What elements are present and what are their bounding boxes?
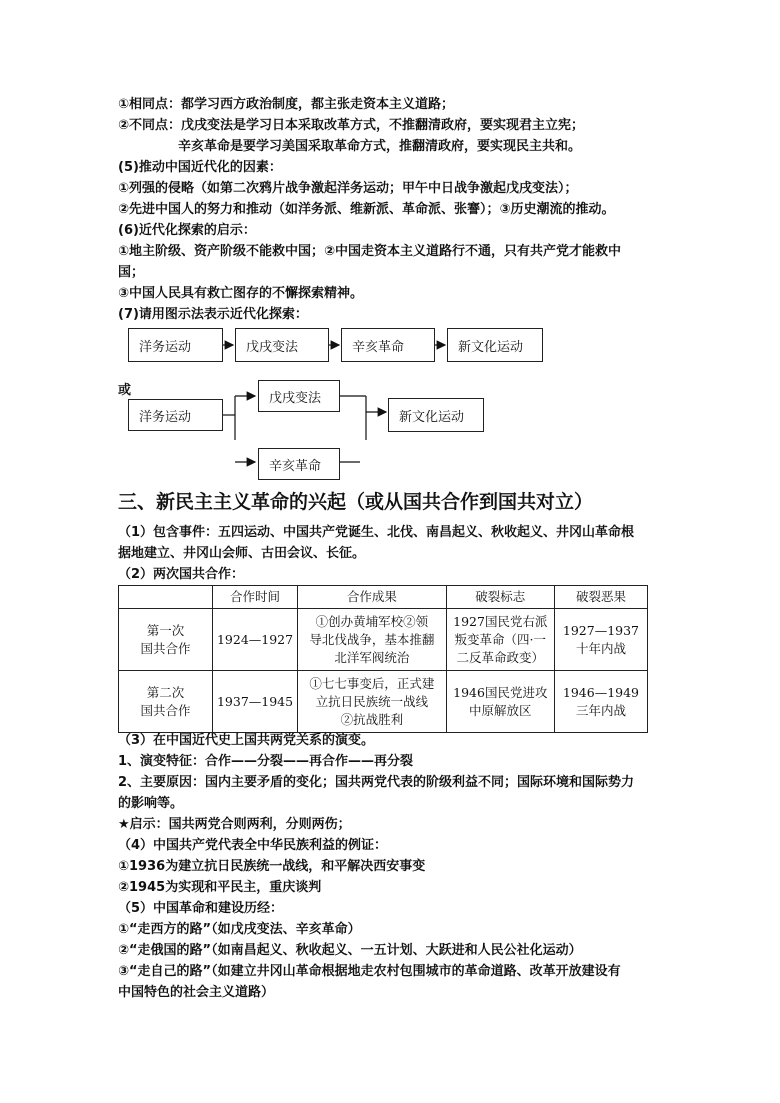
events-line-2: 据地建立、井冈山会师、古田会议、长征。 [118, 546, 366, 561]
row1-name [119, 609, 213, 671]
row1-sign-l3: 二反革命政变） [456, 649, 545, 665]
row1-name-l1: 第一次 [146, 622, 185, 638]
row1-cons-l1: 1927—1937 [562, 622, 640, 638]
table-header-row [119, 586, 648, 609]
row2-sign-l1: 1946国民党进攻 [453, 684, 548, 700]
row1-result-l2: 导北伐战争，基本推翻 [309, 631, 435, 647]
row1-sign-l2: 叛变革命（四·一 [454, 631, 547, 647]
cooperation-table [118, 585, 648, 733]
header-consequence: 破裂恶果 [554, 586, 647, 609]
flow1-box-yangwu: 洋务运动 [128, 328, 223, 362]
diagram-heading: (7)请用图示法表示近代化探索： [118, 307, 308, 322]
flow2-box-wuxu: 戊戌变法 [258, 380, 340, 412]
path-west: ①“走西方的路”（如戊戌变法、辛亥革命） [118, 922, 361, 937]
path-own-1: ③“走自己的路”（如建立井冈山革命根据地走农村包围城市的革命道路、改革开放建设有 [118, 964, 621, 979]
row2-result-l1: ①七七事变后，正式建 [309, 675, 435, 691]
lesson-2: ③中国人民具有救亡图存的不懈探索精神。 [118, 286, 364, 301]
flow2-box-yangwu: 洋务运动 [128, 399, 223, 431]
row2-name [119, 671, 213, 733]
table-row [119, 609, 648, 671]
row2-consequence [554, 671, 647, 733]
row2-name-l1: 第二次 [146, 684, 185, 700]
row1-result [298, 609, 447, 671]
events-line-1: （1）包含事件：五四运动、中国共产党诞生、北伐、南昌起义、秋收起义、井冈山革命根 [118, 525, 635, 540]
path-russia: ②“走俄国的路”（如南昌起义、秋收起义、一五计划、大跃进和人民公社化运动） [118, 943, 582, 958]
cooperation-heading: （2）两次国共合作： [118, 567, 245, 582]
header-break-sign: 破裂标志 [446, 586, 554, 609]
flow1-box-wuxu: 戊戌变法 [235, 328, 329, 362]
cpc-heading: （4）中国共产党代表全中华民族利益的例证： [118, 838, 388, 853]
cpc-example-2: ②1945为实现和平民主，重庆谈判 [118, 880, 322, 895]
factor-2: ②先进中国人的努力和推动（如洋务派、维新派、革命派、张謇）；③历史潮流的推动。 [118, 202, 615, 217]
flow1-box-xinwenhua: 新文化运动 [447, 328, 543, 362]
header-result: 合作成果 [298, 586, 447, 609]
row2-name-l2: 国共合作 [140, 702, 191, 718]
row1-result-l3: 北洋军阀统治 [334, 649, 410, 665]
relations-feature: 1、演变特征：合作——分裂——再合作——再分裂 [118, 754, 414, 769]
similarity-line: ①相同点：都学习西方政治制度，都主张走资本主义道路； [118, 97, 455, 112]
flow2-box-xinhai: 辛亥革命 [258, 448, 340, 480]
row2-result [298, 671, 447, 733]
header-time: 合作时间 [213, 586, 298, 609]
row1-sign-l1: 1927国民党右派 [453, 613, 548, 629]
lesson-1-cont: 国； [118, 265, 145, 280]
row1-result-l1: ①创办黄埔军校②领 [315, 613, 429, 629]
relations-lesson: ★启示：国共两党合则两利，分则两伤； [118, 817, 351, 832]
difference-line: ②不同点：戊戌变法是学习日本采取改革方式，不推翻清政府，要实现君主立宪； [118, 118, 585, 133]
row2-sign [446, 671, 554, 733]
flow2-box-xinwenhua: 新文化运动 [388, 398, 484, 432]
difference-line-2: 辛亥革命是要学习美国采取革命方式，推翻清政府，要实现民主共和。 [178, 139, 582, 154]
row2-sign-l2: 中原解放区 [469, 702, 532, 718]
path-own-2: 中国特色的社会主义道路） [118, 985, 275, 1000]
relations-reason-1: 2、主要原因：国内主要矛盾的变化；国共两党代表的阶级利益不同；国际环境和国际势力 [118, 775, 635, 790]
relations-heading: （3）在中国近代史上国共两党关系的演变。 [118, 733, 375, 748]
flow1-box-xinhai: 辛亥革命 [341, 328, 435, 362]
cpc-example-1: ①1936为建立抗日民族统一战线，和平解决西安事变 [118, 859, 426, 874]
row2-result-l3: ②抗战胜利 [340, 711, 404, 727]
lessons-heading: (6)近代化探索的启示： [118, 223, 256, 238]
row1-sign [446, 609, 554, 671]
factors-heading: (5)推动中国近代化的因素： [118, 160, 282, 175]
table-row [119, 671, 648, 733]
relations-reason-2: 的影响等。 [118, 796, 184, 811]
row2-cons-l2: 三年内战 [575, 702, 626, 718]
row2-cons-l1: 1946—1949 [562, 684, 640, 700]
paths-heading: （5）中国革命和建设历经： [118, 901, 284, 916]
row1-name-l2: 国共合作 [140, 640, 191, 656]
row2-time: 1937—1945 [213, 671, 298, 733]
header-empty [119, 586, 213, 609]
row1-consequence [554, 609, 647, 671]
or-label: 或 [118, 383, 132, 398]
row1-cons-l2: 十年内战 [575, 640, 626, 656]
factor-1: ①列强的侵略（如第二次鸦片战争激起洋务运动；甲午中日战争激起戊戌变法）； [118, 181, 578, 196]
lesson-1: ①地主阶级、资产阶级不能救中国；②中国走资本主义道路行不通，只有共产党才能救中 [118, 244, 622, 259]
row1-time: 1924—1927 [213, 609, 298, 671]
section3-title: 三、新民主主义革命的兴起（或从国共合作到国共对立） [118, 491, 594, 513]
row2-result-l2: 立抗日民族统一战线 [315, 693, 429, 709]
